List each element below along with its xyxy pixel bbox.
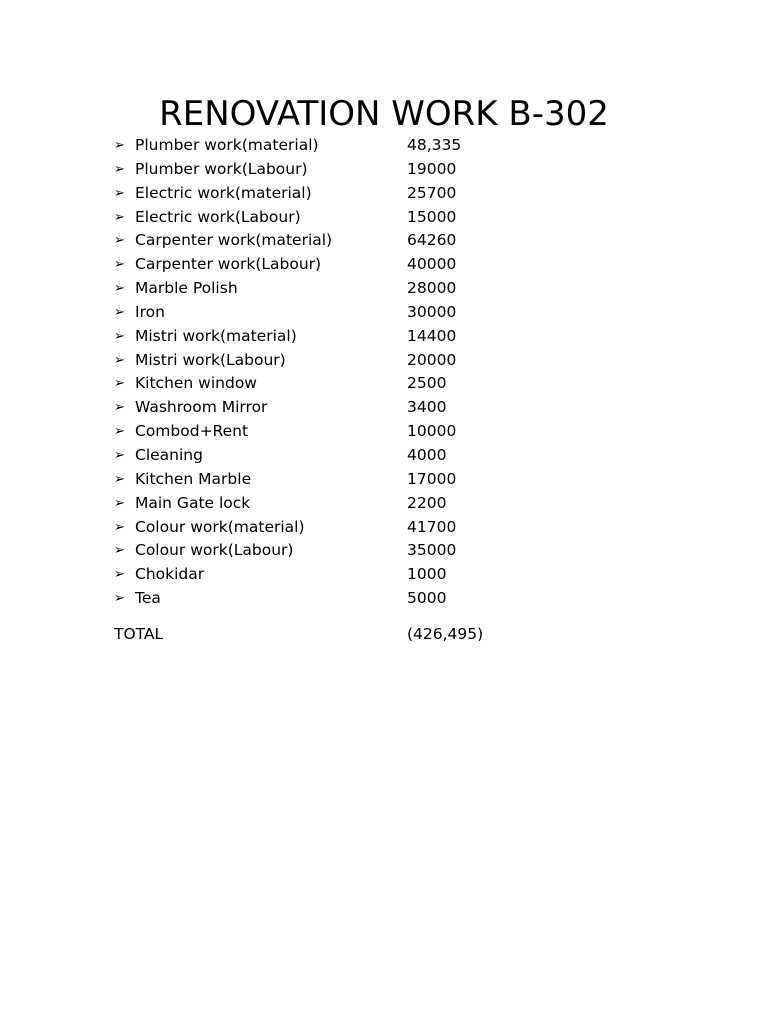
list-item	[114, 539, 674, 563]
list-item	[114, 229, 674, 253]
item-label: Tea	[135, 589, 161, 608]
item-label: Electric work(Labour)	[135, 207, 301, 226]
arrowhead-bullet-icon: ➢	[114, 447, 125, 463]
list-item	[114, 349, 674, 373]
page-title: RENOVATION WORK B-302	[159, 94, 609, 134]
list-item	[114, 396, 674, 420]
item-label: Colour work(Labour)	[135, 541, 294, 560]
item-label: Mistri work(Labour)	[135, 350, 286, 369]
item-label: Plumber work(Labour)	[135, 159, 308, 178]
arrowhead-bullet-icon: ➢	[114, 424, 125, 440]
arrowhead-bullet-icon: ➢	[114, 209, 125, 225]
item-amount: 35000	[407, 541, 457, 560]
item-label: Mistri work(material)	[135, 326, 297, 345]
arrowhead-bullet-icon: ➢	[114, 471, 125, 487]
item-label: Combod+Rent	[135, 422, 249, 441]
item-label: Electric work(material)	[135, 183, 312, 202]
arrowhead-bullet-icon: ➢	[114, 543, 125, 559]
item-label: Iron	[135, 302, 165, 321]
item-label: Kitchen window	[135, 374, 257, 393]
list-item	[114, 182, 674, 206]
list-item	[114, 325, 674, 349]
arrowhead-bullet-icon: ➢	[114, 257, 125, 273]
item-label: Marble Polish	[135, 279, 238, 298]
item-amount: 41700	[407, 517, 457, 536]
item-amount: 3400	[407, 398, 447, 417]
item-label: Plumber work(material)	[135, 136, 319, 154]
list-item	[114, 134, 674, 158]
list-item	[114, 420, 674, 444]
expense-list	[114, 134, 674, 611]
item-amount: 20000	[407, 350, 457, 369]
list-item	[114, 253, 674, 277]
arrowhead-bullet-icon: ➢	[114, 328, 125, 344]
item-amount: 14400	[407, 326, 457, 345]
total-value: (426,495)	[407, 625, 484, 643]
item-amount: 2200	[407, 493, 447, 512]
list-item	[114, 563, 674, 587]
item-amount: 17000	[407, 469, 457, 488]
arrowhead-bullet-icon: ➢	[114, 495, 125, 511]
arrowhead-bullet-icon: ➢	[114, 376, 125, 392]
item-amount: 15000	[407, 207, 457, 226]
item-label: Colour work(material)	[135, 517, 305, 536]
total-row	[114, 622, 674, 646]
list-item	[114, 277, 674, 301]
arrowhead-bullet-icon: ➢	[114, 352, 125, 368]
list-item	[114, 158, 674, 182]
arrowhead-bullet-icon: ➢	[114, 304, 125, 320]
arrowhead-bullet-icon: ➢	[114, 161, 125, 177]
arrowhead-bullet-icon: ➢	[114, 400, 125, 416]
total-label: TOTAL	[114, 625, 164, 643]
arrowhead-bullet-icon: ➢	[114, 519, 125, 535]
list-item	[114, 301, 674, 325]
item-amount: 64260	[407, 231, 457, 250]
list-item	[114, 444, 674, 468]
item-amount: 48,335	[407, 136, 462, 154]
list-item	[114, 516, 674, 540]
item-amount: 19000	[407, 159, 457, 178]
item-label: Carpenter work(Labour)	[135, 255, 322, 274]
item-label: Chokidar	[135, 565, 205, 584]
list-item	[114, 587, 674, 611]
item-amount: 1000	[407, 565, 447, 584]
item-amount: 2500	[407, 374, 447, 393]
arrowhead-bullet-icon: ➢	[114, 567, 125, 583]
item-amount: 10000	[407, 422, 457, 441]
arrowhead-bullet-icon: ➢	[114, 591, 125, 607]
item-amount: 28000	[407, 279, 457, 298]
item-label: Washroom Mirror	[135, 398, 268, 417]
item-amount: 25700	[407, 183, 457, 202]
item-amount: 5000	[407, 589, 447, 608]
arrowhead-bullet-icon: ➢	[114, 185, 125, 201]
list-item	[114, 468, 674, 492]
arrowhead-bullet-icon: ➢	[114, 233, 125, 249]
item-label: Main Gate lock	[135, 493, 251, 512]
item-amount: 40000	[407, 255, 457, 274]
arrowhead-bullet-icon: ➢	[114, 281, 125, 297]
list-item	[114, 372, 674, 396]
item-amount: 4000	[407, 445, 447, 464]
item-amount: 30000	[407, 302, 457, 321]
list-item	[114, 492, 674, 516]
item-label: Cleaning	[135, 445, 203, 464]
item-label: Kitchen Marble	[135, 469, 252, 488]
item-label: Carpenter work(material)	[135, 231, 333, 250]
arrowhead-bullet-icon: ➢	[114, 138, 125, 153]
list-item	[114, 206, 674, 230]
